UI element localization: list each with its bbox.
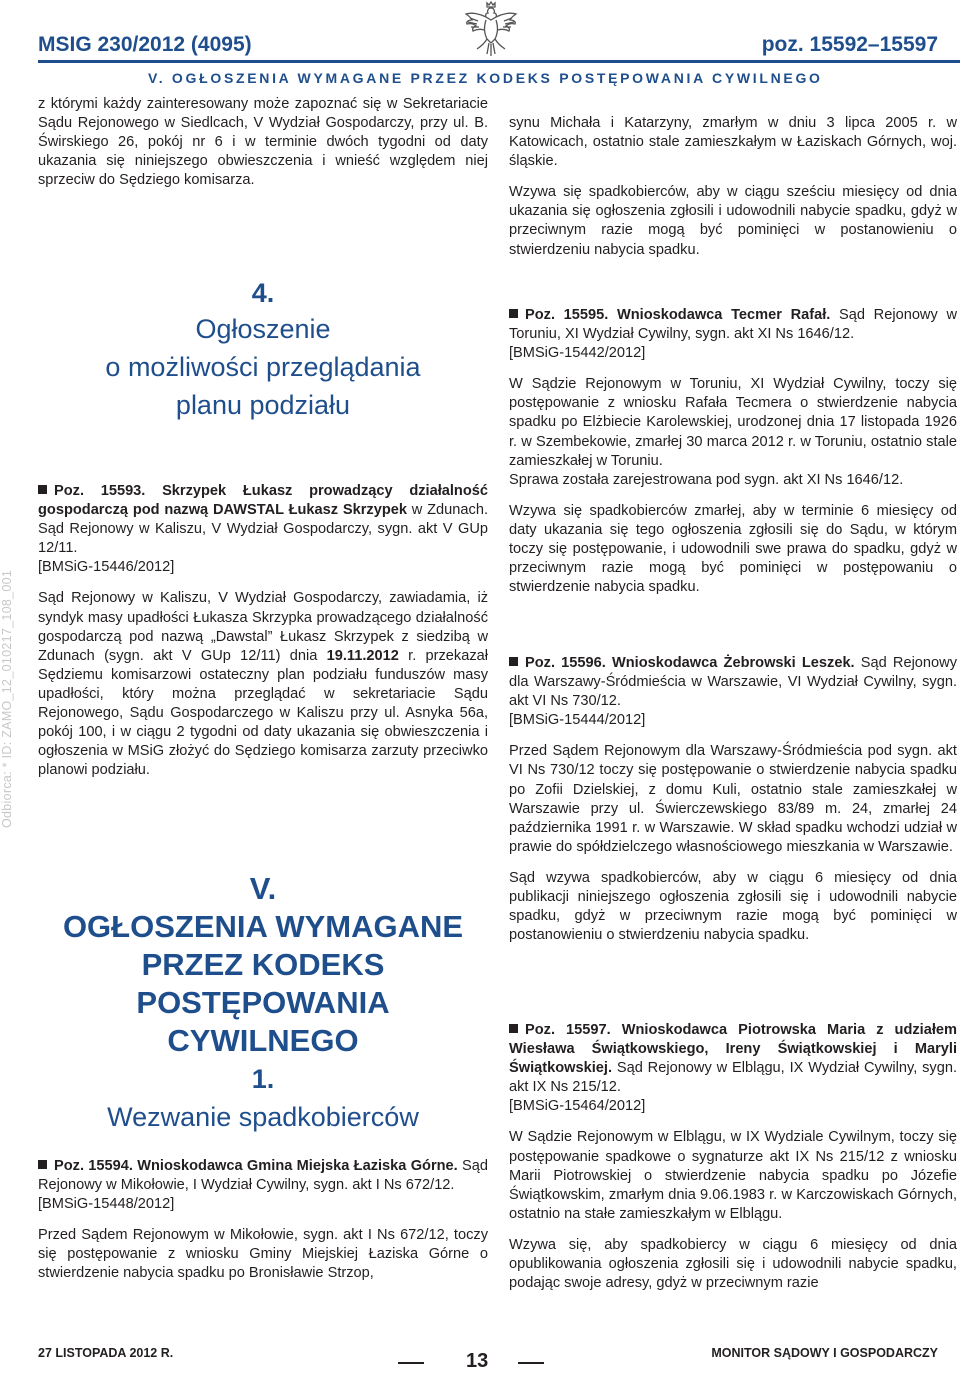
notice-15597-body2: Wzywa się, aby spadkobiercy w ciągu 6 miesięcy od dnia opublikowania ogłoszenia zgłosili się i udowodnili nabycie spadku, podając swoje adresy, gdyż w przeciwnym razie <box>509 1236 957 1292</box>
notice-15593-body <box>38 589 488 780</box>
intro-paragraph: z którymi każdy zainteresowany może zapoznać się w Sekretariacie Sądu Rejonowego w Siedlcach, V Wydział Gospodarczy, przy ul. B. Świrskiego 26, pokój nr 6 i w terminie dwóch tygodni od daty ukazania się niniejszego obwieszczenia i wnieść względem niej sprzeciw do Sędziego komisarza. <box>38 96 488 189</box>
notice-15595-heading <box>509 306 957 344</box>
polish-eagle-emblem-icon <box>462 0 520 58</box>
bullet-icon <box>509 657 518 666</box>
bullet-icon <box>38 485 47 494</box>
page-number-dash-right <box>518 1362 544 1364</box>
notice-15593 <box>38 482 488 780</box>
notice-15593-heading <box>38 482 488 558</box>
notice-15593-court: w Zdunach. Sąd Rejonowy w Kaliszu, V Wydział Gospodarczy, sygn. akt V GUp 12/11. <box>38 502 488 557</box>
publication-name: MONITOR SĄDOWY I GOSPODARCZY <box>711 1346 938 1360</box>
notice-15597-title: Poz. 15597. Wnioskodawca Piotrowska Maria z udziałem Wiesława Świątkowskiego, Ireny Świątkowskiej i Maryli Świątkowskiej. <box>509 1022 957 1077</box>
notice-15595-body2: Sprawa została zarejestrowana pod sygn. akt XI Ns 1646/12. <box>509 471 904 488</box>
bullet-icon <box>509 1024 518 1033</box>
subsection-number: 1. <box>251 1064 275 1094</box>
section-V-number: V. <box>249 871 277 906</box>
position-range: poz. 15592–15597 <box>761 33 938 56</box>
continuation-summons: Wzywa się spadkobierców, aby w ciągu sześciu miesięcy od dnia ukazania się ogłoszenia zgłosili i udowodnili nabycie spadku, gdyż w przeciwnym razie mogą być pominięci w postanowieniu o stwierdzeniu nabycia spadku. <box>509 184 957 258</box>
notice-15597-heading <box>509 1021 957 1097</box>
col2-continuation <box>509 114 957 260</box>
issue-number: MSIG 230/2012 (4095) <box>38 33 252 56</box>
issue-date: 27 LISTOPADA 2012 R. <box>38 1346 174 1360</box>
notice-15595-court: Sąd Rejonowy w Toruniu, XI Wydział Cywilny, sygn. akt XI Ns 1646/12. <box>509 307 957 343</box>
notice-15595-title: Poz. 15595. Wnioskodawca Tecmer Rafał. <box>525 307 831 323</box>
notice-15596-body1: Przed Sądem Rejonowym dla Warszawy-Śródmieścia pod sygn. akt VI Ns 730/12 toczy się postępowanie o stwierdzenie nabycia spadku po Zofii Dzielskiej, z domu Kuli, ostatnio stale zamieszkałej w Warszawie przy ul. Świerczewskiego 83/89 m. 24, zmarłej 24 października 1991 r. w Warszawie. W skład spadku wchodzi udział w prawie do spółdzielczego własnościowego mieszkania w Warszawie. <box>509 743 957 855</box>
notice-15594-body: Przed Sądem Rejonowym w Mikołowie, sygn. akt I Ns 672/12, toczy się postępowanie z wniosku Gminy Miejskiej Łaziska Górne o stwierdzenie nabycia spadku po Bronisławie Strzop, <box>38 1227 488 1282</box>
notice-15596-title: Poz. 15596. Wnioskodawca Żebrowski Leszek. <box>525 655 855 671</box>
notice-15593-ref: [BMSiG-15446/2012] <box>38 559 175 576</box>
bullet-icon <box>38 1160 47 1169</box>
notice-15597-ref: [BMSiG-15464/2012] <box>509 1098 646 1115</box>
notice-15596-heading <box>509 654 957 711</box>
section-4-line2: o możliwości przeglądania <box>105 352 421 382</box>
recipient-watermark: Odbiorca: * ID: ZAMO_12_010217_108_001 <box>0 569 14 828</box>
notice-15597-court: Sąd Rejonowy w Elblągu, IX Wydział Cywilny, sygn. akt IX Ns 215/12. <box>509 1060 957 1096</box>
section-running-head: V. OGŁOSZENIA WYMAGANE PRZEZ KODEKS POSTĘPOWANIA CYWILNEGO <box>148 70 823 86</box>
notice-15596-body2: Sąd wzywa spadkobierców, aby w ciągu 6 miesięcy od dnia publikacji niniejszego ogłoszenia zgłosili się i udowodnili nabycie spadku, gdyż w przeciwnym razie mogą być pominięci w postanowieniu o stwierdzeniu nabycia spadku. <box>509 869 957 944</box>
header-rule <box>38 60 960 63</box>
col1-intro <box>38 95 488 190</box>
notice-15593-title: Poz. 15593. Skrzypek Łukasz prowadzący działalność gospodarczą pod nazwą DAWSTAL Łukasz Skrzypek <box>38 483 488 519</box>
bullet-icon <box>509 309 518 318</box>
notice-15595 <box>509 306 957 597</box>
notice-15594 <box>38 1157 488 1284</box>
page-number-dash-left <box>398 1362 424 1364</box>
notice-15593-body-b: r. przekazał Sędziemu komisarzowi ostateczny plan podziału funduszów masy upadłości, który można przeglądać w sekretariacie Sądu Rejonowego, Sądu Gospodarczego w Kaliszu przy ul. Asnyka 56a, pokój 100, i w ciągu 2 tygodni od daty ukazania się obwieszczenia i ogłoszenia w MSiG złożyć do Sędziego komisarza zarzuty przeciwko planowi podziału. <box>38 647 488 779</box>
subsection-title: Wezwanie spadkobierców <box>107 1102 419 1132</box>
notice-15596-ref: [BMSiG-15444/2012] <box>509 712 646 729</box>
notice-15594-ref: [BMSiG-15448/2012] <box>38 1196 175 1213</box>
section-V-line3: POSTĘPOWANIA CYWILNEGO <box>136 985 390 1058</box>
notice-15593-date: 19.11.2012 <box>326 647 399 664</box>
notice-15596 <box>509 654 957 945</box>
notice-15595-ref: [BMSiG-15442/2012] <box>509 345 646 362</box>
notice-15594-court: Sąd Rejonowy w Mikołowie, I Wydział Cywilny, sygn. akt I Ns 672/12. <box>38 1158 488 1194</box>
notice-15595-body3: Wzywa się spadkobierców zmarłej, aby w terminie 6 miesięcy od daty ukazania się tego ogłoszenia zgłosili się do Sądu, w którym toczy się postępowanie, i udowodnili swe prawa do spadku, gdyż w przeciwnym razie mogą być pominięci w postępowaniu o stwierdzenie nabycia spadku. <box>509 502 957 596</box>
notice-15597-body1: W Sądzie Rejonowym w Elblągu, w IX Wydziale Cywilnym, toczy się postępowanie spadkowe o sygnaturze akt IX Ns 215/12 z wniosku Marii Piotrowskiej o stwierdzenie nabycia spadku po Józefie Świątkowskim, zmarłym dnia 9.06.1983 r. w Karczowiskach Górnych, ostatnio na stałe zamieszkałym w Elblągu. <box>509 1129 957 1222</box>
notice-15594-heading <box>38 1157 488 1195</box>
notice-15596-court: Sąd Rejonowy dla Warszawy-Śródmieścia w Warszawie, VI Wydział Cywilny, sygn. akt VI Ns 730/12. <box>509 655 957 710</box>
notice-15594-title: Poz. 15594. Wnioskodawca Gmina Miejska Łaziska Górne. <box>54 1158 458 1174</box>
page-number: 13 <box>466 1350 489 1372</box>
section-V-title <box>38 870 488 1136</box>
section-V-line2: PRZEZ KODEKS <box>141 947 385 982</box>
continuation-paragraph: synu Michała i Katarzyny, zmarłym w dniu 3 lipca 2005 r. w Katowicach, ostatnio stale zamieszkałym w Łaziskach Górnych, woj. śląskie. <box>509 115 957 170</box>
notice-15597 <box>509 1021 957 1293</box>
section-4-title <box>38 276 488 424</box>
section-4-number: 4. <box>251 278 275 308</box>
section-4-line3: planu podziału <box>175 390 351 420</box>
notice-15593-body-a: Sąd Rejonowy w Kaliszu, V Wydział Gospodarczy, zawiadamia, iż syndyk masy upadłości Łukasza Skrzypka prowadzącego działalność gospodarczą pod nazwą „Dawstal” Łukasz Skrzypek z siedzibą w Zdunach (sygn. akt V GUp 12/11) dnia <box>38 590 488 664</box>
section-V-line1: OGŁOSZENIA WYMAGANE <box>62 909 464 944</box>
notice-15595-body1: W Sądzie Rejonowym w Toruniu, XI Wydział Cywilny, toczy się postępowanie z wniosku Rafała Tecmera o stwierdzenie nabycia spadku po Elżbiecie Karolewskiej, urodzonej dnia 17 listopada 1926 r. w Szembekowie, zmarłej 30 marca 2012 r. w Toruniu, ostatnio stale zamieszkałej w Toruniu. <box>509 376 957 469</box>
section-4-line1: Ogłoszenie <box>195 314 331 344</box>
